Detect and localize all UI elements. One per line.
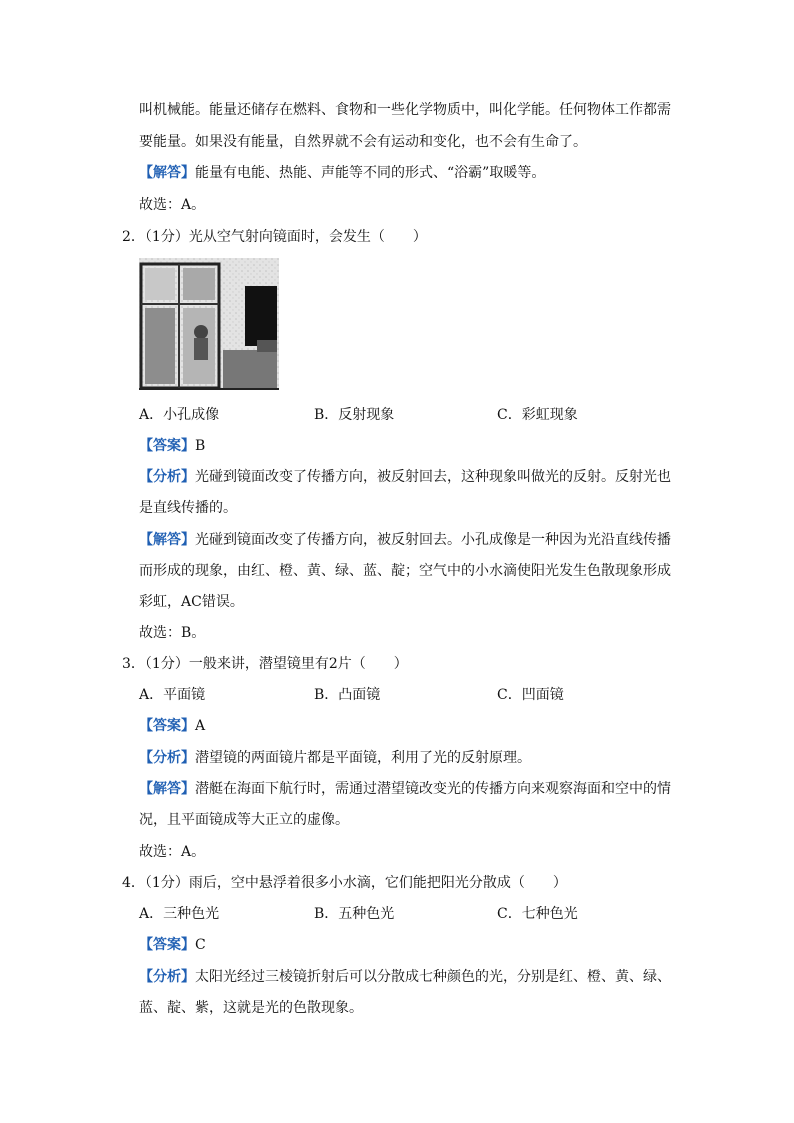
q2-solution (139, 530, 671, 550)
window-mirror-photo (139, 258, 279, 390)
analysis-tag: 【分析】 (139, 969, 195, 985)
prev-solution (139, 163, 545, 183)
solution-text: 光碰到镜面改变了传播方向，被反射回去。小孔成像是一种因为光沿直线传播 (195, 532, 671, 548)
q3-choice: 故选：A。 (139, 844, 206, 860)
q3-stem: 3．（1分）一般来讲，潜望镜里有2片（ ） (122, 656, 408, 672)
analysis-text: 太阳光经过三棱镜折射后可以分散成七种颜色的光，分别是红、橙、黄、绿、 (195, 969, 671, 985)
q4-option-b: B．五种色光 (314, 906, 395, 922)
q3-option-b: B．凸面镜 (314, 687, 381, 703)
q2-option-c: C．彩虹现象 (497, 407, 578, 423)
q2-option-b: B．反射现象 (314, 407, 395, 423)
answer-value: A (195, 718, 206, 734)
answer-tag: 【答案】 (139, 937, 195, 953)
answer-value: C (195, 937, 206, 953)
q4-answer (139, 935, 206, 955)
q3-solution-line-2: 况，且平面镜成等大正立的虚像。 (139, 812, 349, 828)
solution-tag: 【解答】 (139, 781, 195, 797)
q3-option-c: C．凹面镜 (497, 687, 564, 703)
solution-text: 能量有电能、热能、声能等不同的形式、“浴霸”取暖等。 (195, 165, 546, 181)
q2-solution-line-2: 而形成的现象，由红、橙、黄、绿、蓝、靛；空气中的小水滴使阳光发生色散现象形成 (139, 563, 671, 579)
solution-tag: 【解答】 (139, 532, 195, 548)
q3-analysis (139, 748, 531, 768)
solution-tag: 【解答】 (139, 165, 195, 181)
q2-solution-line-3: 彩虹，AC错误。 (139, 594, 244, 610)
prev-text-line-1: 叫机械能。能量还储存在燃料、食物和一些化学物质中，叫化学能。任何物体工作都需 (139, 102, 671, 118)
q2-stem: 2．（1分）光从空气射向镜面时，会发生（ ） (122, 229, 427, 245)
solution-text: 潜艇在海面下航行时，需通过潜望镜改变光的传播方向来观察海面和空中的情 (195, 781, 671, 797)
analysis-tag: 【分析】 (139, 750, 195, 766)
q3-answer (139, 716, 205, 736)
prev-text-line-2: 要能量。如果没有能量，自然界就不会有运动和变化，也不会有生命了。 (139, 134, 587, 150)
q2-analysis (139, 467, 671, 487)
analysis-tag: 【分析】 (139, 469, 195, 485)
q3-solution (139, 779, 671, 799)
analysis-text: 潜望镜的两面镜片都是平面镜，利用了光的反射原理。 (195, 750, 531, 766)
q4-option-a: A．三种色光 (139, 906, 220, 922)
q2-analysis-line-2: 是直线传播的。 (139, 500, 237, 516)
answer-tag: 【答案】 (139, 718, 195, 734)
q2-answer (139, 436, 205, 456)
q2-option-a: A．小孔成像 (139, 407, 220, 423)
q4-analysis-line-2: 蓝、靛、紫，这就是光的色散现象。 (139, 1000, 363, 1016)
q4-stem: 4．（1分）雨后，空中悬浮着很多小水滴，它们能把阳光分散成（ ） (122, 875, 567, 891)
prev-choice: 故选：A。 (139, 197, 206, 213)
analysis-text: 光碰到镜面改变了传播方向，被反射回去，这种现象叫做光的反射。反射光也 (195, 469, 671, 485)
answer-value: B (195, 438, 206, 454)
q3-option-a: A．平面镜 (139, 687, 206, 703)
q4-option-c: C．七种色光 (497, 906, 578, 922)
q2-choice: 故选：B。 (139, 625, 206, 641)
answer-tag: 【答案】 (139, 438, 195, 454)
q4-analysis (139, 967, 671, 987)
